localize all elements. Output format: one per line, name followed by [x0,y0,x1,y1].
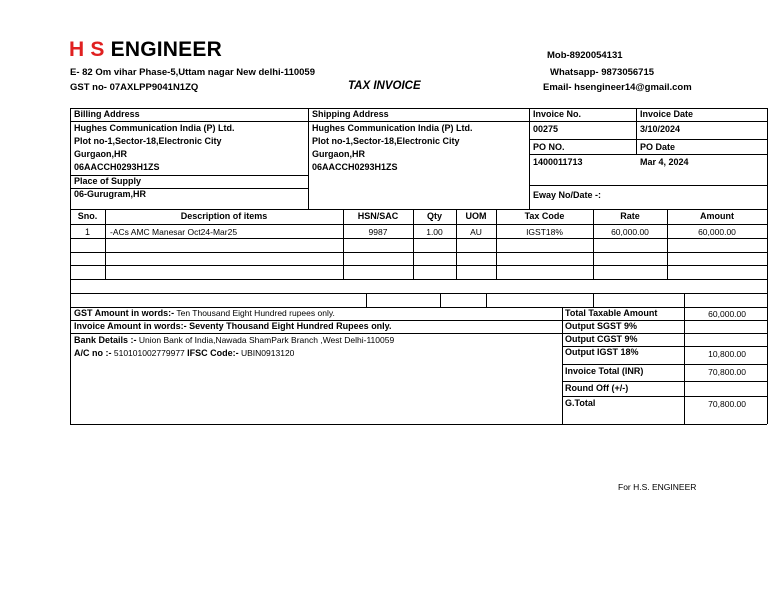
total-label: Round Off (+/-) [565,383,629,393]
company-gst: GST no- 07AXLPP9041N1ZQ [70,82,199,93]
account-details [74,348,294,358]
company-whatsapp: Whatsapp- 9873056715 [550,67,655,78]
cell-sno: 1 [84,227,90,237]
cell-amount: 60,000.00 [698,227,736,237]
cell-uom: AU [470,227,482,237]
ac-no-label: A/C no :- [74,348,112,358]
gst-words-value: Ten Thousand Eight Hundred rupees only. [174,308,335,318]
total-value: 60,000.00 [708,309,746,319]
company-mobile: Mob-8920054131 [547,50,623,61]
billing-line: Hughes Communication India (P) Ltd. [74,123,235,133]
col-header-qty: Qty [426,211,442,221]
company-name-red: H S [69,38,105,61]
cell-rate: 60,000.00 [611,227,649,237]
company-address: E- 82 Om vihar Phase-5,Uttam nagar New delhi-110059 [70,67,315,78]
po-no-value: 1400011713 [533,157,583,167]
bank-details-value: Union Bank of India,Nawada ShamPark Branch ,West Delhi-110059 [136,335,395,345]
cell-tax-code: IGST18% [526,227,563,237]
gst-words-label: GST Amount in words:- [74,308,175,318]
bank-details [74,335,394,345]
total-label: G.Total [565,398,596,408]
signature-line: For H.S. ENGINEER [618,482,697,492]
total-label: Invoice Total (INR) [565,366,644,376]
eway-label: Eway No/Date -: [533,190,602,200]
shipping-line: Gurgaon,HR [312,149,365,159]
col-header-uom: UOM [465,211,487,221]
total-value: 10,800.00 [708,349,746,359]
col-header-rate: Rate [620,211,640,221]
po-date-label: PO Date [640,142,676,152]
col-header-sno: Sno. [77,211,98,221]
col-header-description: Description of items [180,211,268,221]
ac-no-value: 510101002779977 [111,348,188,358]
shipping-heading: Shipping Address [312,109,389,119]
total-label: Total Taxable Amount [565,308,658,318]
cell-qty: 1.00 [426,227,443,237]
po-date-value: Mar 4, 2024 [640,157,689,167]
billing-line: Plot no-1,Sector-18,Electronic City [74,136,222,146]
invoice-no-label: Invoice No. [533,109,582,119]
total-label: Output IGST 18% [565,347,639,357]
shipping-line: Plot no-1,Sector-18,Electronic City [312,136,460,146]
col-header-amount: Amount [700,211,734,221]
invoice-amount-in-words: Invoice Amount in words:- Seventy Thousand Eight Hundred Rupees only. [74,321,392,331]
shipping-line: 06AACCH0293H1ZS [312,162,398,172]
billing-line: 06AACCH0293H1ZS [74,162,160,172]
ifsc-label: IFSC Code:- [187,348,239,358]
ifsc-value: UBIN0913120 [238,348,295,358]
billing-heading: Billing Address [74,109,140,119]
company-name-black: ENGINEER [110,38,222,61]
total-value: 70,800.00 [708,399,746,409]
col-header-tax-code: Tax Code [524,211,565,221]
po-no-label: PO NO. [533,142,565,152]
invoice-no-value: 00275 [533,124,559,134]
bank-details-label: Bank Details :- [74,335,137,345]
col-header-hsn: HSN/SAC [357,211,399,221]
place-of-supply-value: 06-Gurugram,HR [74,189,147,199]
cell-hsn: 9987 [368,227,388,237]
total-label: Output CGST 9% [565,334,638,344]
shipping-line: Hughes Communication India (P) Ltd. [312,123,473,133]
invoice-date-label: Invoice Date [640,109,694,119]
gst-amount-in-words [74,308,335,318]
billing-line: Gurgaon,HR [74,149,127,159]
invoice-date-value: 3/10/2024 [640,124,681,134]
cell-description: -ACs AMC Manesar Oct24-Mar25 [110,227,238,237]
total-label: Output SGST 9% [565,321,637,331]
document-title: TAX INVOICE [348,80,421,92]
place-of-supply-label: Place of Supply [74,176,142,186]
total-value: 70,800.00 [708,367,746,377]
company-name [69,38,222,62]
company-email: Email- hsengineer14@gmail.com [543,82,692,93]
